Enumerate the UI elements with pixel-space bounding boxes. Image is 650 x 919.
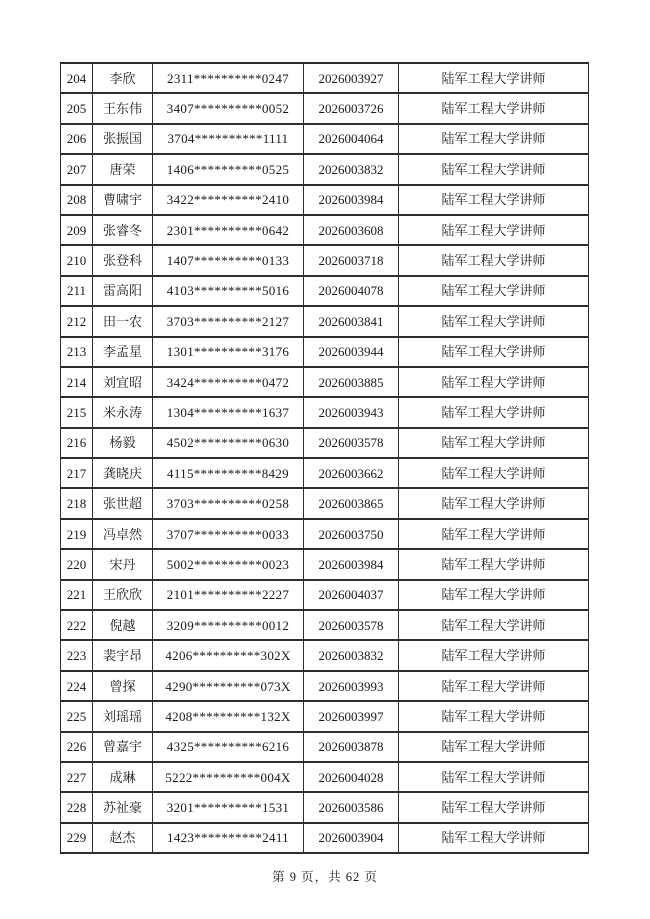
id-number-cell: 4290**********073X <box>153 671 304 701</box>
seq-cell: 223 <box>61 640 93 670</box>
position-cell: 陆军工程大学讲师 <box>399 519 589 549</box>
seq-cell: 214 <box>61 367 93 397</box>
table-row <box>61 458 589 488</box>
table-row <box>61 306 589 336</box>
id-number-cell: 3422**********2410 <box>153 185 304 215</box>
position-cell: 陆军工程大学讲师 <box>399 701 589 731</box>
position-cell: 陆军工程大学讲师 <box>399 245 589 275</box>
exam-number-cell: 2026003943 <box>304 397 399 427</box>
exam-number-cell: 2026003984 <box>304 549 399 579</box>
exam-number-cell: 2026003993 <box>304 671 399 701</box>
position-cell: 陆军工程大学讲师 <box>399 732 589 762</box>
position-cell: 陆军工程大学讲师 <box>399 488 589 518</box>
exam-number-cell: 2026003984 <box>304 185 399 215</box>
id-number-cell: 2301**********0642 <box>153 215 304 245</box>
id-number-cell: 4208**********132X <box>153 701 304 731</box>
position-cell: 陆军工程大学讲师 <box>399 276 589 306</box>
name-cell: 成琳 <box>93 762 153 792</box>
name-cell: 刘宜昭 <box>93 367 153 397</box>
position-cell: 陆军工程大学讲师 <box>399 397 589 427</box>
id-number-cell: 1301**********3176 <box>153 337 304 367</box>
table-row <box>61 397 589 427</box>
table-row <box>61 671 589 701</box>
table-row <box>61 215 589 245</box>
seq-cell: 220 <box>61 549 93 579</box>
exam-number-cell: 2026003578 <box>304 610 399 640</box>
table-row <box>61 276 589 306</box>
table-row <box>61 792 589 822</box>
name-cell: 宋丹 <box>93 549 153 579</box>
exam-number-cell: 2026003832 <box>304 640 399 670</box>
exam-number-cell: 2026004037 <box>304 580 399 610</box>
exam-number-cell: 2026003927 <box>304 63 399 93</box>
name-cell: 裴宇昂 <box>93 640 153 670</box>
position-cell: 陆军工程大学讲师 <box>399 458 589 488</box>
id-number-cell: 3209**********0012 <box>153 610 304 640</box>
exam-number-cell: 2026003726 <box>304 93 399 123</box>
position-cell: 陆军工程大学讲师 <box>399 215 589 245</box>
id-number-cell: 1304**********1637 <box>153 397 304 427</box>
position-cell: 陆军工程大学讲师 <box>399 367 589 397</box>
table-row <box>61 185 589 215</box>
name-cell: 张振国 <box>93 124 153 154</box>
exam-number-cell: 2026003865 <box>304 488 399 518</box>
table-row <box>61 367 589 397</box>
name-cell: 龚晓庆 <box>93 458 153 488</box>
name-cell: 张世超 <box>93 488 153 518</box>
position-cell: 陆军工程大学讲师 <box>399 671 589 701</box>
position-cell: 陆军工程大学讲师 <box>399 337 589 367</box>
exam-number-cell: 2026004078 <box>304 276 399 306</box>
name-cell: 赵杰 <box>93 823 153 853</box>
exam-number-cell: 2026003750 <box>304 519 399 549</box>
table-row <box>61 580 589 610</box>
name-cell: 田一农 <box>93 306 153 336</box>
id-number-cell: 3703**********2127 <box>153 306 304 336</box>
name-cell: 王欣欣 <box>93 580 153 610</box>
name-cell: 曾探 <box>93 671 153 701</box>
seq-cell: 217 <box>61 458 93 488</box>
position-cell: 陆军工程大学讲师 <box>399 93 589 123</box>
table-row <box>61 640 589 670</box>
position-cell: 陆军工程大学讲师 <box>399 580 589 610</box>
table-row <box>61 154 589 184</box>
table-row <box>61 519 589 549</box>
table-row <box>61 701 589 731</box>
exam-number-cell: 2026003841 <box>304 306 399 336</box>
position-cell: 陆军工程大学讲师 <box>399 549 589 579</box>
table-row <box>61 549 589 579</box>
seq-cell: 229 <box>61 823 93 853</box>
seq-cell: 206 <box>61 124 93 154</box>
seq-cell: 225 <box>61 701 93 731</box>
exam-number-cell: 2026003904 <box>304 823 399 853</box>
position-cell: 陆军工程大学讲师 <box>399 762 589 792</box>
name-cell: 李欣 <box>93 63 153 93</box>
table-body <box>61 63 589 853</box>
id-number-cell: 1407**********0133 <box>153 245 304 275</box>
exam-number-cell: 2026003944 <box>304 337 399 367</box>
id-number-cell: 3424**********0472 <box>153 367 304 397</box>
position-cell: 陆军工程大学讲师 <box>399 640 589 670</box>
position-cell: 陆军工程大学讲师 <box>399 428 589 458</box>
exam-number-cell: 2026003662 <box>304 458 399 488</box>
table-row <box>61 63 589 93</box>
id-number-cell: 3703**********0258 <box>153 488 304 518</box>
name-cell: 冯卓然 <box>93 519 153 549</box>
seq-cell: 216 <box>61 428 93 458</box>
id-number-cell: 4325**********6216 <box>153 732 304 762</box>
position-cell: 陆军工程大学讲师 <box>399 185 589 215</box>
seq-cell: 219 <box>61 519 93 549</box>
id-number-cell: 3704**********1111 <box>153 124 304 154</box>
name-cell: 张睿冬 <box>93 215 153 245</box>
seq-cell: 204 <box>61 63 93 93</box>
seq-cell: 215 <box>61 397 93 427</box>
name-cell: 王东伟 <box>93 93 153 123</box>
id-number-cell: 5222**********004X <box>153 762 304 792</box>
page-number-footer: 第 9 页，共 62 页 <box>272 870 378 884</box>
seq-cell: 218 <box>61 488 93 518</box>
seq-cell: 228 <box>61 792 93 822</box>
table-row <box>61 428 589 458</box>
exam-number-cell: 2026004028 <box>304 762 399 792</box>
seq-cell: 213 <box>61 337 93 367</box>
applicant-roster-table <box>60 62 589 854</box>
table-row <box>61 610 589 640</box>
id-number-cell: 5002**********0023 <box>153 549 304 579</box>
id-number-cell: 1423**********2411 <box>153 823 304 853</box>
exam-number-cell: 2026003885 <box>304 367 399 397</box>
seq-cell: 209 <box>61 215 93 245</box>
exam-number-cell: 2026003832 <box>304 154 399 184</box>
exam-number-cell: 2026003578 <box>304 428 399 458</box>
seq-cell: 224 <box>61 671 93 701</box>
id-number-cell: 4103**********5016 <box>153 276 304 306</box>
position-cell: 陆军工程大学讲师 <box>399 124 589 154</box>
exam-number-cell: 2026003608 <box>304 215 399 245</box>
position-cell: 陆军工程大学讲师 <box>399 63 589 93</box>
id-number-cell: 2311**********0247 <box>153 63 304 93</box>
seq-cell: 207 <box>61 154 93 184</box>
id-number-cell: 2101**********2227 <box>153 580 304 610</box>
table-row <box>61 124 589 154</box>
id-number-cell: 4502**********0630 <box>153 428 304 458</box>
exam-number-cell: 2026003878 <box>304 732 399 762</box>
seq-cell: 227 <box>61 762 93 792</box>
name-cell: 苏祉豪 <box>93 792 153 822</box>
name-cell: 倪越 <box>93 610 153 640</box>
position-cell: 陆军工程大学讲师 <box>399 823 589 853</box>
exam-number-cell: 2026003586 <box>304 792 399 822</box>
name-cell: 张登科 <box>93 245 153 275</box>
seq-cell: 226 <box>61 732 93 762</box>
table-row <box>61 732 589 762</box>
seq-cell: 208 <box>61 185 93 215</box>
seq-cell: 210 <box>61 245 93 275</box>
table-row <box>61 762 589 792</box>
name-cell: 唐荣 <box>93 154 153 184</box>
exam-number-cell: 2026003997 <box>304 701 399 731</box>
id-number-cell: 3201**********1531 <box>153 792 304 822</box>
name-cell: 雷高阳 <box>93 276 153 306</box>
name-cell: 杨毅 <box>93 428 153 458</box>
name-cell: 李孟星 <box>93 337 153 367</box>
id-number-cell: 3407**********0052 <box>153 93 304 123</box>
table-row <box>61 823 589 853</box>
id-number-cell: 4115**********8429 <box>153 458 304 488</box>
table-row <box>61 93 589 123</box>
exam-number-cell: 2026003718 <box>304 245 399 275</box>
seq-cell: 211 <box>61 276 93 306</box>
name-cell: 米永涛 <box>93 397 153 427</box>
table-row <box>61 337 589 367</box>
table-row <box>61 245 589 275</box>
id-number-cell: 4206**********302X <box>153 640 304 670</box>
position-cell: 陆军工程大学讲师 <box>399 610 589 640</box>
seq-cell: 205 <box>61 93 93 123</box>
seq-cell: 221 <box>61 580 93 610</box>
seq-cell: 212 <box>61 306 93 336</box>
name-cell: 刘瑶瑶 <box>93 701 153 731</box>
table-row <box>61 488 589 518</box>
seq-cell: 222 <box>61 610 93 640</box>
exam-number-cell: 2026004064 <box>304 124 399 154</box>
position-cell: 陆军工程大学讲师 <box>399 154 589 184</box>
position-cell: 陆军工程大学讲师 <box>399 792 589 822</box>
name-cell: 曾嘉宇 <box>93 732 153 762</box>
id-number-cell: 1406**********0525 <box>153 154 304 184</box>
id-number-cell: 3707**********0033 <box>153 519 304 549</box>
name-cell: 曹啸宇 <box>93 185 153 215</box>
position-cell: 陆军工程大学讲师 <box>399 306 589 336</box>
